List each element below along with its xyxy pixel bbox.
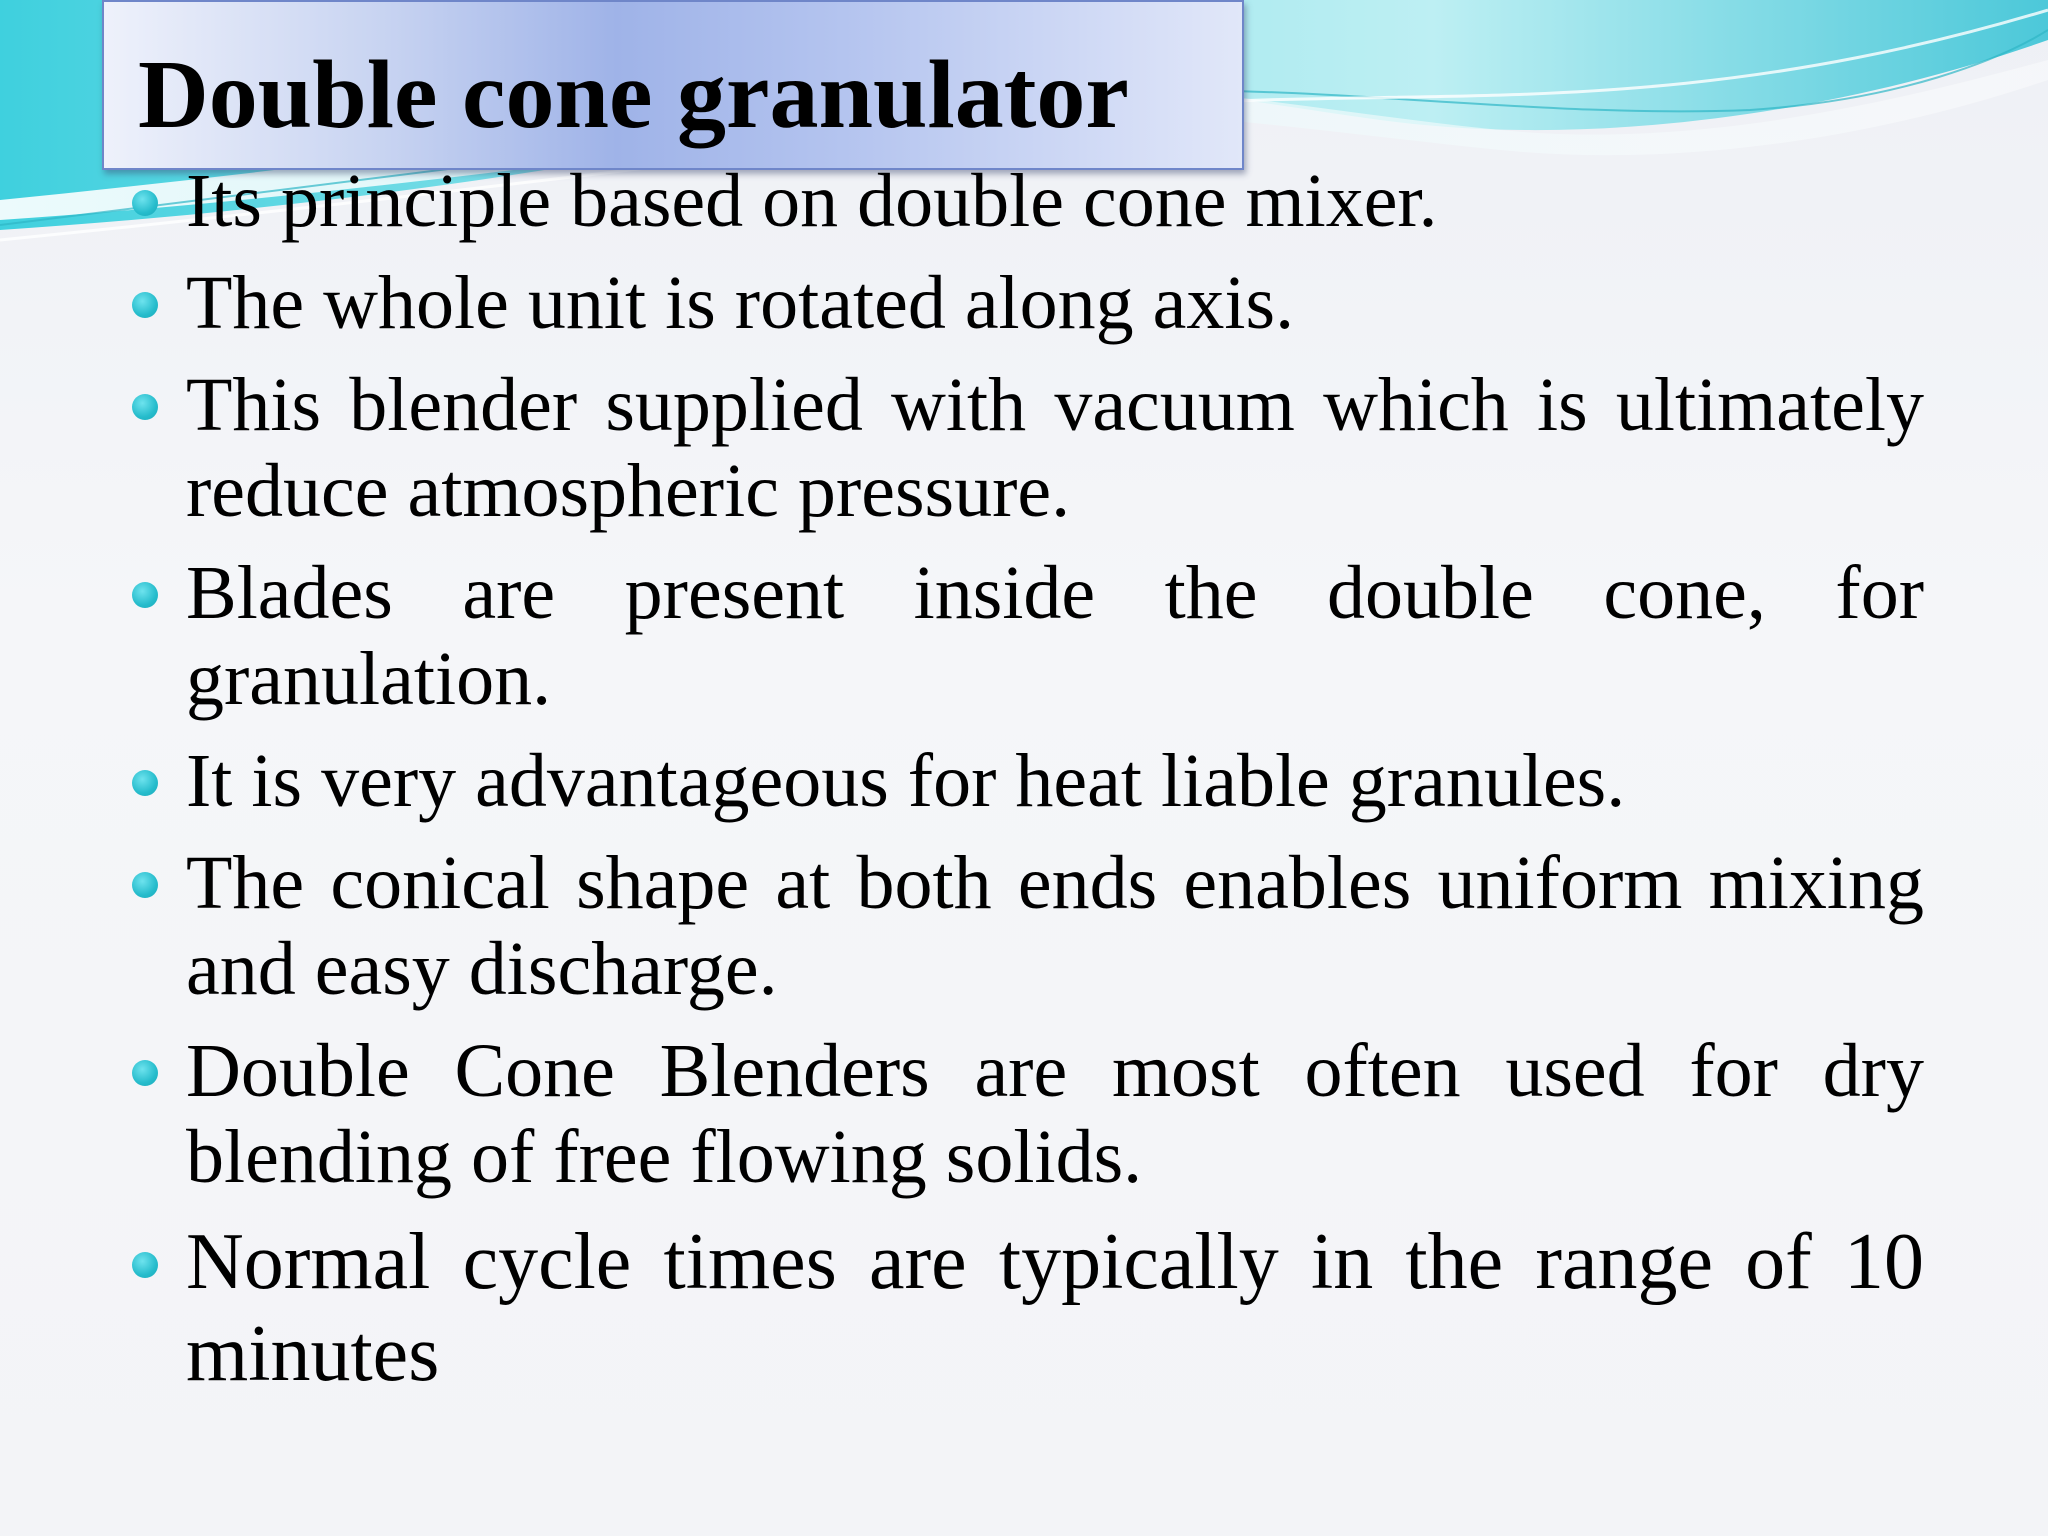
bullet-dot-icon	[132, 1252, 158, 1278]
bullet-item	[130, 1028, 1924, 1200]
bullet-text: Normal cycle times are typically in the range of 10 minutes	[186, 1218, 1924, 1398]
bullet-text: Double Cone Blenders are most often used for dry blending of free flowing solids.	[186, 1029, 1924, 1199]
bullet-item	[130, 1216, 1924, 1400]
bullet-text: The whole unit is rotated along axis.	[186, 261, 1295, 345]
bullet-text: Its principle based on double cone mixer.	[186, 159, 1438, 243]
bullet-dot-icon	[132, 190, 158, 216]
slide-title: Double cone granulator	[138, 41, 1129, 149]
bullet-dot-icon	[132, 582, 158, 608]
bullet-item	[130, 840, 1924, 1012]
bullet-item	[130, 260, 1924, 346]
bullet-text: It is very advantageous for heat liable granules.	[186, 739, 1626, 823]
bullet-dot-icon	[132, 292, 158, 318]
bullet-item	[130, 550, 1924, 722]
bullet-dot-icon	[132, 394, 158, 420]
bullet-item	[130, 362, 1924, 534]
bullet-list	[130, 158, 1924, 1416]
bullet-text: The conical shape at both ends enables uniform mixing and easy discharge.	[186, 841, 1924, 1011]
title-box	[102, 0, 1244, 170]
bullet-text: This blender supplied with vacuum which is ultimately reduce atmospheric pressure.	[186, 363, 1924, 533]
bullet-item	[130, 158, 1924, 244]
bullet-dot-icon	[132, 872, 158, 898]
bullet-item	[130, 738, 1924, 824]
bullet-text: Blades are present inside the double cone, for granulation.	[186, 551, 1924, 721]
bullet-dot-icon	[132, 1060, 158, 1086]
bullet-dot-icon	[132, 770, 158, 796]
